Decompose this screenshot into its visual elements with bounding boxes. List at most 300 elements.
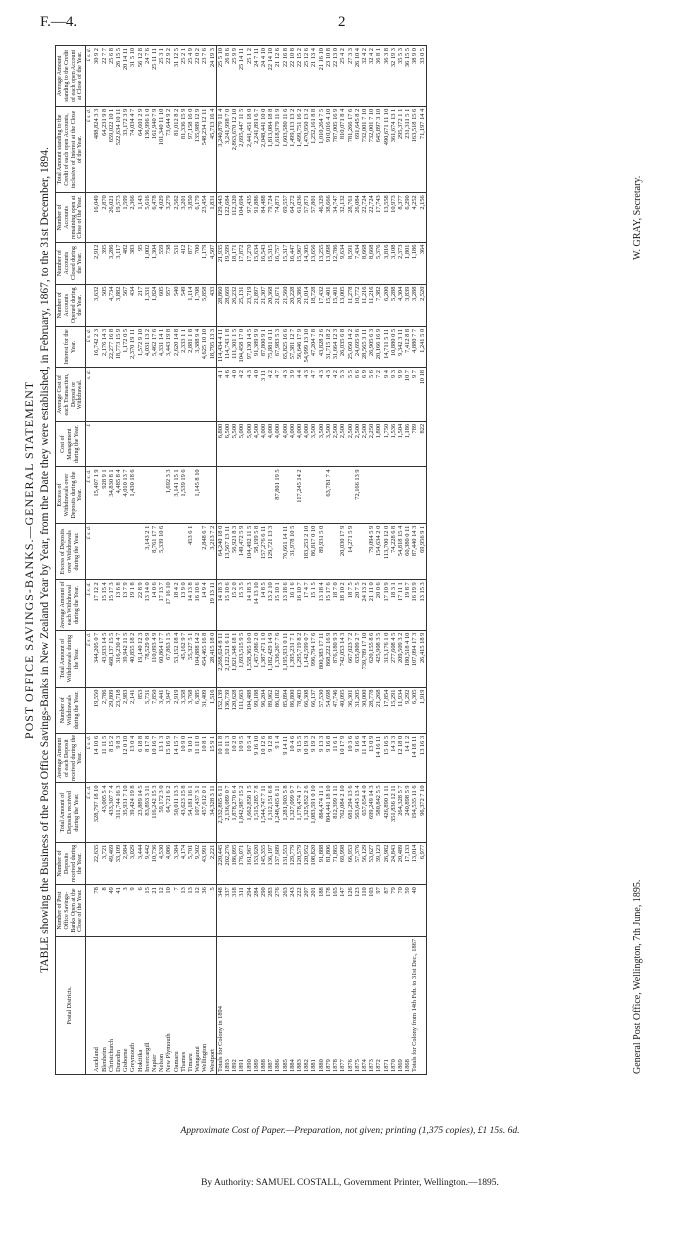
- table-cell: 5: [209, 885, 217, 937]
- table-cell: 884,474 11 1: [318, 783, 325, 842]
- table-cell: 89,931 5 0: [318, 523, 325, 580]
- table-cell: 1,842,987 15 2: [238, 783, 245, 842]
- table-cell: 78,529 0 9: [144, 630, 151, 687]
- table-cell: 6: [137, 885, 144, 937]
- table-row: [216, 46, 224, 1075]
- table-cell: 4 3: [282, 368, 289, 422]
- table-cell: 5 5: [347, 368, 354, 422]
- table-cell: 18 7 5: [347, 580, 354, 630]
- table-cell: 395: [101, 242, 108, 284]
- table-cell: 20 14 11: [122, 46, 129, 107]
- table-cell: 9 16 10: [253, 733, 260, 783]
- table-cell: 23,718: [115, 687, 122, 733]
- table-cell: 23,719: [246, 284, 253, 326]
- table-cell: [115, 368, 122, 422]
- unit-cell: [86, 842, 94, 885]
- table-cell: 33 0 5: [419, 46, 427, 107]
- table-cell: 2,848 6 7: [201, 523, 208, 580]
- table-cell: 15,401: [332, 284, 339, 326]
- table-row: [129, 46, 136, 1075]
- table-cell: 1,572 9 10: [137, 326, 144, 367]
- table-cell: 17,270: [246, 242, 253, 284]
- table-cell: 4,029: [158, 193, 165, 242]
- table-cell: 114,743 1 8: [224, 326, 231, 367]
- table-cell: 29,809: [108, 687, 115, 733]
- table-cell: 31,664 12 3: [332, 326, 339, 367]
- table-cell: 91,888: [318, 842, 325, 885]
- row-label: 1879: [325, 936, 332, 1074]
- table-cell: 20 0 6: [375, 580, 382, 630]
- table-cell: [296, 523, 303, 580]
- table-cell: [303, 467, 310, 523]
- table-cell: 19,573: [115, 193, 122, 242]
- table-cell: 25 2 1: [180, 46, 187, 107]
- row-label: Christchurch: [108, 936, 115, 1074]
- table-cell: 681,294 13 6: [347, 783, 354, 842]
- table-cell: 2,122,521 6 11: [224, 630, 231, 687]
- table-cell: 60,380 0 11: [404, 523, 411, 580]
- table-cell: 3,286: [108, 242, 115, 284]
- table-cell: 10,880 0 5: [390, 326, 397, 367]
- table-cell: 868,222 16 9: [325, 630, 332, 687]
- table-cell: 1,179: [201, 242, 208, 284]
- table-cell: 34,747: [332, 193, 339, 242]
- table-cell: [137, 467, 144, 523]
- table-cell: [289, 467, 296, 523]
- table-cell: 15,967: [296, 242, 303, 284]
- table-cell: 13 1 3: [158, 733, 165, 783]
- table-cell: 13: [187, 885, 194, 937]
- table-cell: 16 10 6: [194, 580, 201, 630]
- table-cell: 24 7 11: [253, 46, 260, 107]
- table-cell: 3,500: [325, 421, 332, 467]
- row-label: 1868: [404, 936, 411, 1074]
- table-cell: 5,731: [144, 687, 151, 733]
- table-cell: 13 0 9: [368, 733, 375, 783]
- table-cell: 17,432: [318, 284, 325, 326]
- table-cell: 57,381 12 7: [289, 326, 296, 367]
- table-cell: 6,478: [151, 193, 158, 242]
- table-cell: 56 12 8: [137, 46, 144, 107]
- table-cell: [325, 523, 332, 580]
- table-cell: 97,435: [246, 193, 253, 242]
- table-cell: 17 10 9: [383, 580, 390, 630]
- table-cell: 13 18 6: [282, 580, 289, 630]
- table-body: [86, 46, 427, 1075]
- table-cell: 6 18 8: [137, 733, 144, 783]
- table-cell: 31,978 10 5: [289, 523, 296, 580]
- table-cell: [267, 467, 274, 523]
- table-cell: 1,708: [194, 284, 201, 326]
- table-cell: 14,711 5 11: [383, 326, 390, 367]
- table-cell: 549: [180, 284, 187, 326]
- table-cell: [165, 368, 172, 422]
- table-cell: 17 4 7: [303, 580, 310, 630]
- table-cell: 2,912: [93, 242, 100, 284]
- table-cell: 1,504: [397, 421, 404, 467]
- table-cell: 15 17 6: [325, 580, 332, 630]
- table-cell: 1,325,852 2 6: [303, 783, 310, 842]
- table-cell: 3,441: [158, 687, 165, 733]
- table-cell: 104,888 14 2: [194, 630, 201, 687]
- table-cell: 3,241,998 7 0: [224, 106, 231, 193]
- row-label: Napier: [151, 936, 158, 1074]
- table-cell: 9 19 2: [310, 733, 317, 783]
- table-cell: 1,143: [137, 193, 144, 242]
- table-cell: 13 6 8: [115, 580, 122, 630]
- table-cell: 1,145 8 10: [194, 467, 201, 523]
- table-cell: 25 11 11: [151, 46, 158, 107]
- table-cell: 21,935: [216, 242, 224, 284]
- table-cell: 97,158 16 0: [187, 106, 194, 193]
- row-label: 1870: [390, 936, 397, 1074]
- table-cell: 27 3 3: [347, 46, 354, 107]
- table-cell: 87,800 9 1: [260, 326, 267, 367]
- table-cell: 108,820: [310, 842, 317, 885]
- table-cell: 194,535 11 6: [411, 783, 418, 842]
- table-cell: 454,465 16 8: [201, 630, 208, 687]
- table-cell: 97: [375, 885, 382, 937]
- table-cell: 14 18 11: [411, 733, 418, 783]
- table-cell: 4,304: [397, 284, 404, 326]
- table-cell: [397, 467, 404, 523]
- table-cell: 1,821,348 18 1: [231, 630, 238, 687]
- table-cell: 3,444: [137, 842, 144, 885]
- table-cell: 2,136,089 0 7: [224, 783, 231, 842]
- table-cell: 605: [158, 284, 165, 326]
- table-cell: 38 9 0: [411, 46, 418, 107]
- table-cell: 21,560: [282, 284, 289, 326]
- row-label: Invercargill: [144, 936, 151, 1074]
- table-cell: 25 14 11: [238, 46, 245, 107]
- row-label: 1887: [267, 936, 274, 1074]
- table-cell: 8 15 2: [108, 733, 115, 783]
- table-cell: 36: [201, 885, 208, 937]
- table-cell: 13 9 0: [180, 580, 187, 630]
- table-cell: 337: [224, 885, 231, 937]
- table-cell: 12 0 10: [122, 733, 129, 783]
- table-cell: 149,472 5 9: [238, 523, 245, 580]
- column-header: Number of Deposits received during the Year.: [56, 842, 86, 885]
- column-header: Average Cost of each Transaction, Deposit or Withdrawal.: [56, 368, 86, 422]
- table-cell: [165, 421, 172, 467]
- table-cell: 635,809 2 7: [354, 630, 361, 687]
- table-cell: 55,327 5 1: [187, 630, 194, 687]
- table-cell: 15 10 1: [274, 580, 281, 630]
- table-cell: 9 9: [397, 368, 404, 422]
- table-cell: 6,977: [419, 842, 427, 885]
- table-cell: 25,131: [238, 284, 245, 326]
- table-cell: [122, 523, 129, 580]
- table-cell: 43,005 5 4: [101, 783, 108, 842]
- table-cell: 4 3: [303, 368, 310, 422]
- table-cell: 2,919: [173, 687, 180, 733]
- table-cell: [93, 368, 100, 422]
- table-cell: 13 14 0: [144, 580, 151, 630]
- table-cell: 10 2 0: [231, 733, 238, 783]
- table-cell: 1,248,465 6 11: [274, 783, 281, 842]
- row-label: Totals for Colony in 1894: [216, 936, 224, 1074]
- table-cell: 14 16 11: [375, 733, 382, 783]
- table-cell: 25 12 6: [303, 46, 310, 107]
- table-cell: 36 3 8: [383, 46, 390, 107]
- table-cell: [129, 368, 136, 422]
- table-cell: 14,271 5 9: [347, 523, 354, 580]
- table-cell: 276: [274, 885, 281, 937]
- table-cell: 87,801 19 5: [274, 467, 281, 523]
- table-cell: 17 12 2: [93, 580, 100, 630]
- table-cell: 2,221: [209, 842, 217, 885]
- table-row: [390, 46, 397, 1075]
- table-cell: 1,430 18 6: [129, 467, 136, 523]
- table-cell: 412: [180, 242, 187, 284]
- row-label: 1886: [274, 936, 281, 1074]
- table-cell: 645,897 3 10: [375, 106, 382, 193]
- table-cell: 1,114: [187, 284, 194, 326]
- table-cell: 57,801: [310, 193, 317, 242]
- row-label: 1883: [296, 936, 303, 1074]
- table-cell: 9 3: [390, 368, 397, 422]
- table-cell: 5,701: [187, 842, 194, 885]
- table-cell: 86,817 0 10: [310, 523, 317, 580]
- table-cell: 25 4 2: [339, 46, 346, 107]
- table-cell: [158, 421, 165, 467]
- table-cell: 180,518 4 10: [404, 630, 411, 687]
- table-cell: 10,772: [354, 284, 361, 326]
- table-row: [194, 46, 201, 1075]
- table-cell: 20,228: [289, 284, 296, 326]
- table-cell: 131,553: [282, 842, 289, 885]
- table-cell: 22,277 16 8: [108, 326, 115, 367]
- table-cell: 103: [368, 885, 375, 937]
- table-cell: 13,098: [325, 242, 332, 284]
- table-cell: 21,014: [303, 284, 310, 326]
- table-cell: 3,117: [115, 242, 122, 284]
- table-cell: 188: [318, 885, 325, 937]
- table-cell: [180, 421, 187, 467]
- table-cell: 41: [115, 885, 122, 937]
- table-cell: 45,713 16 4: [209, 106, 217, 193]
- table-cell: 10,736: [151, 842, 158, 885]
- table-cell: 36 8 1: [375, 46, 382, 107]
- table-cell: 667,023 7 2: [347, 630, 354, 687]
- table-cell: 1,539 19 6: [180, 467, 187, 523]
- table-cell: 263: [282, 885, 289, 937]
- table-cell: 3,721: [101, 842, 108, 885]
- table-cell: 3,768: [187, 687, 194, 733]
- table-cell: 2,500: [361, 421, 368, 467]
- table-cell: 24 13 2: [361, 580, 368, 630]
- table-cell: 17 13 7: [158, 580, 165, 630]
- table-cell: 24 19 3: [209, 46, 217, 107]
- table-cell: 328,797 18 10: [93, 783, 100, 842]
- table-cell: 13,567 13 11: [224, 523, 231, 580]
- table-cell: 12 18 0: [397, 733, 404, 783]
- table-cell: 482: [122, 242, 129, 284]
- table-cell: 1,878,270 6 4: [231, 783, 238, 842]
- table-cell: 21,897: [253, 284, 260, 326]
- table-cell: 732,001 7 10: [368, 106, 375, 193]
- table-cell: 1,312,151 6 8: [267, 783, 274, 842]
- table-cell: 201: [310, 885, 317, 937]
- table-cell: 22 15 2: [296, 46, 303, 107]
- table-cell: 5 3: [339, 368, 346, 422]
- table-cell: 22,724: [361, 193, 368, 242]
- table-cell: 8,761 17 7: [151, 523, 158, 580]
- table-cell: 53,152 18 4: [173, 630, 180, 687]
- table-cell: 9,302: [194, 842, 201, 885]
- table-cell: 13,656: [310, 242, 317, 284]
- table-cell: 32 19 3: [390, 46, 397, 107]
- table-cell: 6,179: [194, 193, 201, 242]
- table-cell: 5,288: [390, 284, 397, 326]
- table-cell: 425,908 3 5: [375, 630, 382, 687]
- table-cell: [173, 421, 180, 467]
- table-cell: 2,870: [101, 193, 108, 242]
- table-cell: 1,544,747 7 11: [260, 783, 267, 842]
- table-cell: 691,645 8 2: [354, 106, 361, 193]
- table-cell: 2,176 14 3: [101, 326, 108, 367]
- table-cell: 5,462 17 6: [151, 326, 158, 367]
- table-cell: 812,399 1 11: [332, 783, 339, 842]
- row-label: Wanganui: [194, 936, 201, 1074]
- page-number: 2: [338, 14, 346, 30]
- table-cell: 33,109: [115, 842, 122, 885]
- table-cell: [201, 368, 208, 422]
- table-row: [108, 46, 115, 1075]
- table-cell: 3,213 7 2: [209, 523, 217, 580]
- table-row: [303, 46, 310, 1075]
- table-cell: 15 2 0: [231, 580, 238, 630]
- table-cell: 43,828 2 6: [318, 326, 325, 367]
- table-cell: [368, 467, 375, 523]
- unit-cell: [86, 936, 94, 1074]
- row-label: 1889: [253, 936, 260, 1074]
- table-cell: 1,813,084 18 8: [267, 106, 274, 193]
- table-cell: [224, 467, 231, 523]
- table-cell: 4 7: [310, 368, 317, 422]
- row-label: New Plymouth: [165, 936, 172, 1074]
- column-header: Interest for the Year.: [56, 326, 86, 367]
- row-label: 1877: [339, 936, 346, 1074]
- table-cell: 81,012 8 2: [173, 106, 180, 193]
- column-header: Number of Withdrawals during the Year.: [56, 687, 86, 733]
- table-cell: 2,881 1 8: [187, 326, 194, 367]
- table-cell: 54,999 13 10: [303, 326, 310, 367]
- table-cell: 1,515,285 7 8: [253, 783, 260, 842]
- table-row: [246, 46, 253, 1075]
- table-cell: 240,898 5 9: [404, 783, 411, 842]
- table-cell: 19,599: [224, 242, 231, 284]
- row-label: 1884: [289, 936, 296, 1074]
- table-cell: 9 13 3: [318, 733, 325, 783]
- table-cell: 26 8 6: [224, 46, 231, 107]
- table-cell: 13,558: [383, 193, 390, 242]
- column-header: Total Amount standing to the Credit of each open Accounts, inclusive of Interest at the Close of the Year.: [56, 106, 86, 193]
- table-cell: 877: [187, 242, 194, 284]
- table-cell: 15 17 3: [108, 580, 115, 630]
- table-cell: 15 16 5: [383, 733, 390, 783]
- table-cell: 10 17 9: [339, 733, 346, 783]
- table-cell: 40,095: [339, 687, 346, 733]
- table-cell: 17 11 1: [397, 580, 404, 630]
- table-cell: 283: [267, 885, 274, 937]
- table-cell: 10 5 4: [246, 733, 253, 783]
- table-cell: 116,242 15 3: [151, 783, 158, 842]
- table-cell: 3,143 2 1: [144, 523, 151, 580]
- table-cell: 3,947: [165, 687, 172, 733]
- table-cell: 2,156: [419, 193, 427, 242]
- table-cell: 739,789 17 10: [361, 630, 368, 687]
- row-label: 1882: [303, 936, 310, 1074]
- table-cell: 1,195,931 0 11: [282, 630, 289, 687]
- row-label: Gisborne: [122, 936, 129, 1074]
- table-cell: 1,536: [390, 421, 397, 467]
- table-cell: 24 4 10: [260, 46, 267, 107]
- table-row: [339, 46, 346, 1075]
- table-cell: [383, 467, 390, 523]
- table-cell: 22 0 2: [194, 46, 201, 107]
- unit-cell: £ s. d.: [86, 580, 94, 630]
- table-cell: 91,886: [253, 193, 260, 242]
- table-cell: 804,441 18 10: [325, 783, 332, 842]
- table-cell: 15 16 9: [165, 733, 172, 783]
- table-cell: 4,000: [282, 421, 289, 467]
- table-cell: 10 3 6: [347, 733, 354, 783]
- table-cell: 25 9 9: [231, 46, 238, 107]
- column-header-row: [56, 46, 86, 1075]
- table-cell: 12: [194, 885, 201, 937]
- column-header: Excess of Deposits over Withdrawals during the Year.: [56, 523, 86, 580]
- table-cell: 2,500: [347, 421, 354, 467]
- table-cell: 10 12 6: [260, 733, 267, 783]
- table-cell: 4,031 13 2: [144, 326, 151, 367]
- table-cell: 311,744 16 3: [115, 783, 122, 842]
- table-row: [137, 46, 144, 1075]
- table-cell: 4,252: [411, 193, 418, 242]
- table-cell: 14 15 7: [173, 733, 180, 783]
- table-cell: 9 12 8: [267, 733, 274, 783]
- table-cell: [144, 467, 151, 523]
- table-cell: 89,962: [267, 687, 274, 733]
- table-cell: 14 8 5: [260, 580, 267, 630]
- table-cell: 126: [347, 885, 354, 937]
- table-cell: 15,401: [325, 284, 332, 326]
- table-cell: 5,500: [231, 421, 238, 467]
- table-cell: 15: [144, 885, 151, 937]
- table-cell: 1,919: [419, 687, 427, 733]
- table-cell: 1,692 3 3: [165, 467, 172, 523]
- table-cell: 3,388 9 4: [194, 326, 201, 367]
- table-cell: 4,000: [289, 421, 296, 467]
- table-cell: [209, 467, 217, 523]
- table-cell: 69,956 9 1: [419, 523, 427, 580]
- table-cell: [347, 467, 354, 523]
- table-cell: 15,315: [267, 242, 274, 284]
- table-cell: 810,071 8 4: [339, 106, 346, 193]
- table-cell: 183,253 2 10: [303, 523, 310, 580]
- table-cell: 14 18 3: [216, 580, 224, 630]
- table-cell: 4 3: [318, 368, 325, 422]
- table-cell: 70: [397, 885, 404, 937]
- table-cell: [144, 368, 151, 422]
- table-row: [404, 46, 411, 1075]
- table-cell: 95: [137, 242, 144, 284]
- table-cell: 540: [173, 284, 180, 326]
- table-cell: 161,940 7 9: [151, 106, 158, 193]
- table-cell: 559: [158, 242, 165, 284]
- table-cell: [253, 467, 260, 523]
